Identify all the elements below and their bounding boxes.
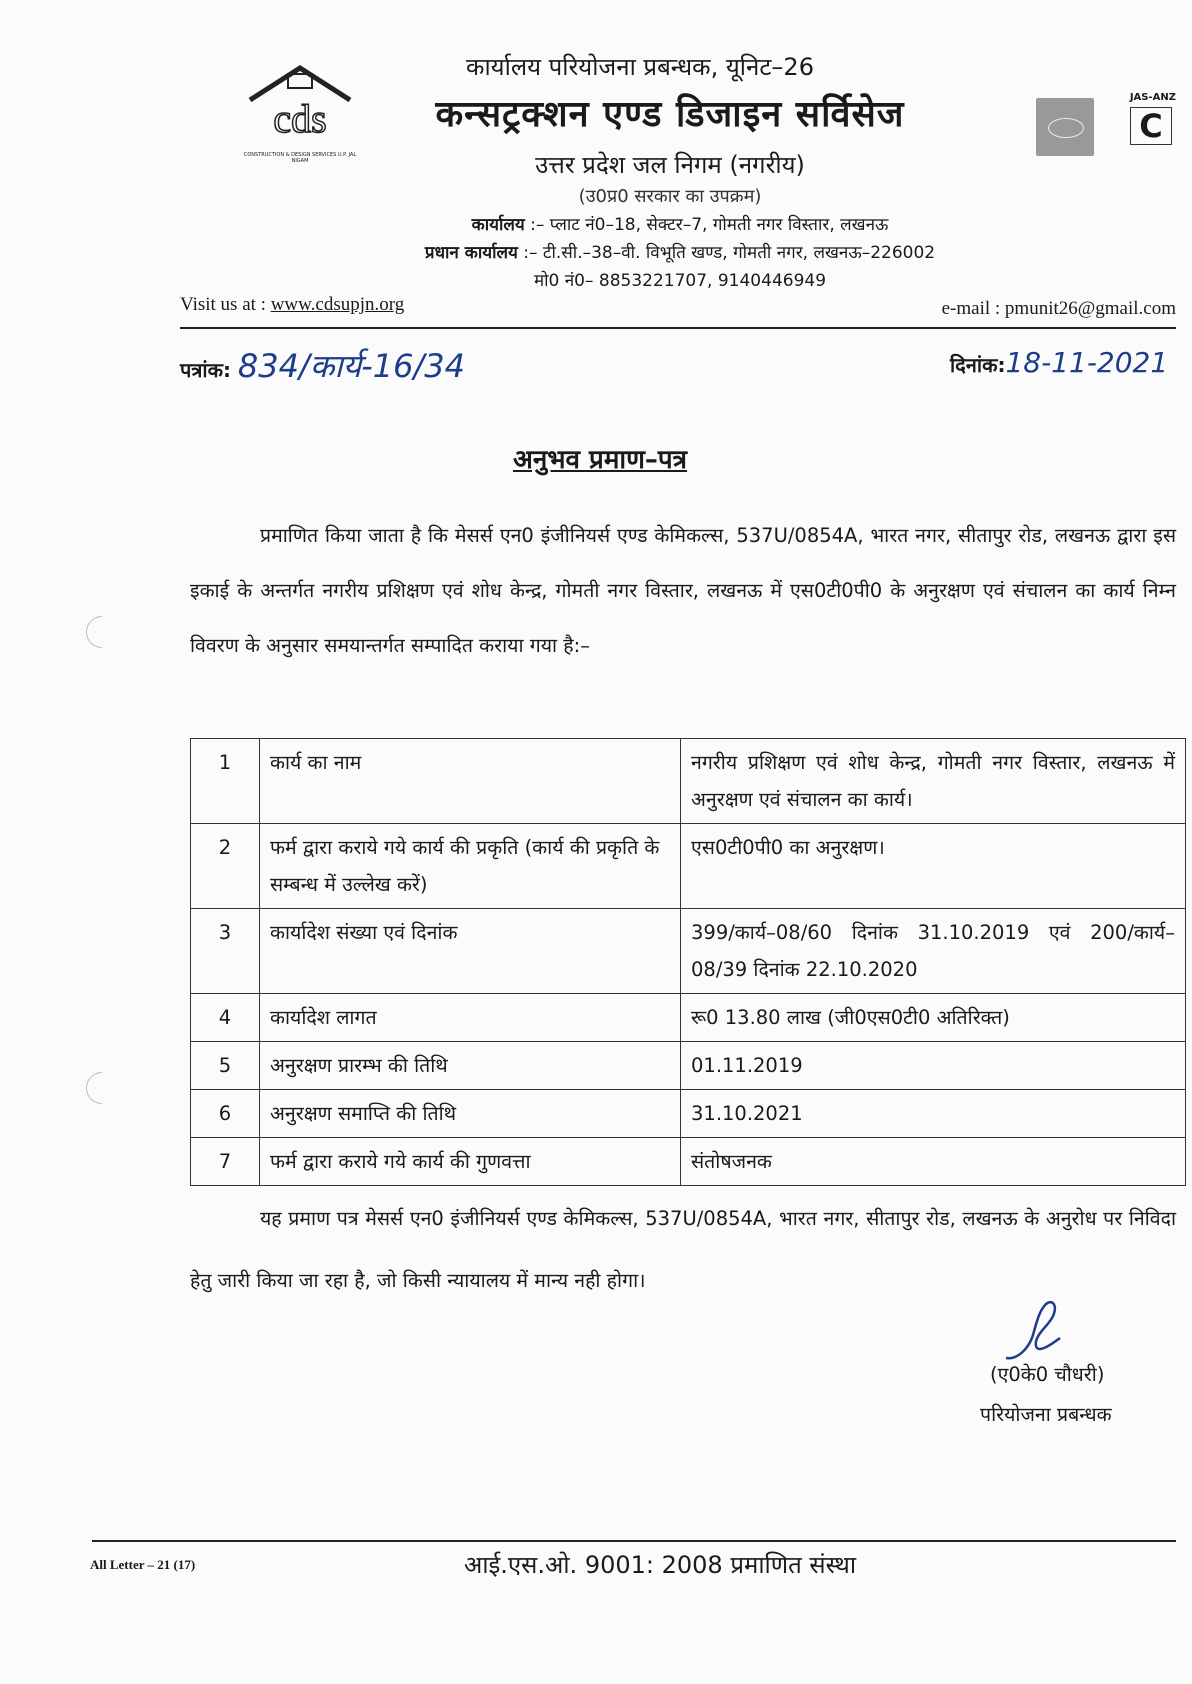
work-details-table	[190, 738, 1186, 1186]
website-link[interactable]: www.cdsupjn.org	[270, 294, 405, 315]
reference-value: 834/कार्य-16/34	[237, 347, 465, 385]
row-value: एस0टी0पी0 का अनुरक्षण।	[681, 824, 1186, 909]
row-item: अनुरक्षण समाप्ति की तिथि	[260, 1090, 681, 1138]
row-number: 7	[191, 1138, 260, 1186]
reference-label: पत्रांक:	[180, 358, 231, 382]
footer-divider	[92, 1540, 1176, 1542]
head-office-label: प्रधान कार्यालय	[424, 243, 518, 263]
svg-text:cds: cds	[273, 96, 327, 141]
punch-hole	[79, 1065, 124, 1110]
logo-caption: CONSTRUCTION & DESIGN SERVICES U.P. JAL NIGAM	[243, 152, 357, 164]
row-number: 1	[191, 739, 260, 824]
row-item: कार्यादेश संख्या एवं दिनांक	[260, 909, 681, 994]
table-row	[191, 994, 1186, 1042]
head-office-text: :– टी.सी.–38–वी. विभूति खण्ड, गोमती नगर, लखनऊ–226002	[517, 243, 936, 263]
head-office-address	[300, 240, 1060, 263]
signatory-designation: परियोजना प्रबन्धक	[980, 1403, 1112, 1426]
row-value: संतोषजनक	[681, 1138, 1186, 1186]
row-number: 3	[191, 909, 260, 994]
row-value: 01.11.2019	[681, 1042, 1186, 1090]
certification-emblem	[1036, 98, 1094, 156]
table-row	[191, 824, 1186, 909]
letter-date	[950, 346, 1168, 379]
office-address-text: :– प्लाट नं0–18, सेक्टर–7, गोमती नगर विस्तार, लखनऊ	[524, 215, 889, 235]
closing-paragraph	[190, 1188, 1176, 1312]
row-number: 4	[191, 994, 260, 1042]
table-row	[191, 909, 1186, 994]
table-row	[191, 1138, 1186, 1186]
footer-reference: All Letter – 21 (17)	[90, 1557, 196, 1572]
certificate-title: अनुभव प्रमाण–पत्र	[512, 445, 688, 475]
row-value: 31.10.2021	[681, 1090, 1186, 1138]
table-row	[191, 739, 1186, 824]
parent-org: उत्तर प्रदेश जल निगम (नगरीय)	[535, 151, 805, 179]
intro-text: प्रमाणित किया जाता है कि मेसर्स एन0 इंजीनियर्स एण्ड केमिकल्स, 537U/0854A, भारत नगर, सीतापुर रोड, लखनऊ द्वारा इस इकाई के अन्तर्गत नगरीय प्रशिक्षण एवं शोध केन्द्र, गोमती नगर विस्तार, लखनऊ में एस0टी0पी0 के अनुरक्षण एवं संचालन का कार्य निम्न विवरण के अनुसार समयान्तर्गत सम्पादित कराया गया है:–	[190, 524, 1176, 657]
office-address	[300, 212, 1060, 235]
org-name: कन्सट्रक्शन एण्ड डिजाइन सर्विसेज	[435, 94, 905, 135]
row-item: अनुरक्षण प्रारम्भ की तिथि	[260, 1042, 681, 1090]
row-item: कार्य का नाम	[260, 739, 681, 824]
punch-hole	[79, 609, 124, 654]
date-label: दिनांक:	[950, 353, 1006, 377]
org-logo	[240, 60, 360, 164]
signatory-name: (ए0के0 चौधरी)	[990, 1363, 1105, 1386]
intro-paragraph	[190, 508, 1176, 673]
website-line	[180, 294, 404, 316]
reference-number	[180, 344, 465, 387]
row-item: फर्म द्वारा कराये गये कार्य की प्रकृति (कार्य की प्रकृति के सम्बन्ध में उल्लेख करें)	[260, 824, 681, 909]
email-line: e-mail : pmunit26@gmail.com	[941, 298, 1176, 319]
row-item: कार्यादेश लागत	[260, 994, 681, 1042]
row-number: 6	[191, 1090, 260, 1138]
row-value: रू0 13.80 लाख (जी0एस0टी0 अतिरिक्त)	[681, 994, 1186, 1042]
table-row	[191, 1090, 1186, 1138]
row-number: 2	[191, 824, 260, 909]
mobile-numbers: मो0 नं0– 8853221707, 9140446949	[533, 271, 827, 291]
office-heading: कार्यालय परियोजना प्रबन्धक, यूनिट–26	[466, 53, 814, 81]
date-value: 18-11-2021	[1005, 346, 1169, 379]
row-value: 399/कार्य–08/60 दिनांक 31.10.2019 एवं 200/कार्य–08/39 दिनांक 22.10.2020	[681, 909, 1186, 994]
row-number: 5	[191, 1042, 260, 1090]
row-value: नगरीय प्रशिक्षण एवं शोध केन्द्र, गोमती नगर विस्तार, लखनऊ में अनुरक्षण एवं संचालन का कार्य।	[681, 739, 1186, 824]
office-address-label: कार्यालय	[471, 215, 525, 235]
iso-certification: आई.एस.ओ. 9001: 2008 प्रमाणित संस्था	[463, 1551, 857, 1579]
closing-text: यह प्रमाण पत्र मेसर्स एन0 इंजीनियर्स एण्ड केमिकल्स, 537U/0854A, भारत नगर, सीतापुर रोड, लखनऊ के अनुरोध पर निविदा हेतु जारी किया जा रहा है, जो किसी न्यायालय में मान्य नही होगा।	[190, 1207, 1176, 1292]
row-item: फर्म द्वारा कराये गये कार्य की गुणवत्ता	[260, 1138, 681, 1186]
header-divider	[180, 327, 1176, 329]
gov-note: (उ0प्र0 सरकार का उपक्रम)	[578, 186, 762, 207]
visit-label: Visit us at :	[180, 294, 271, 315]
jas-anz-badge: JAS-ANZ C	[1129, 92, 1176, 145]
table-row	[191, 1042, 1186, 1090]
